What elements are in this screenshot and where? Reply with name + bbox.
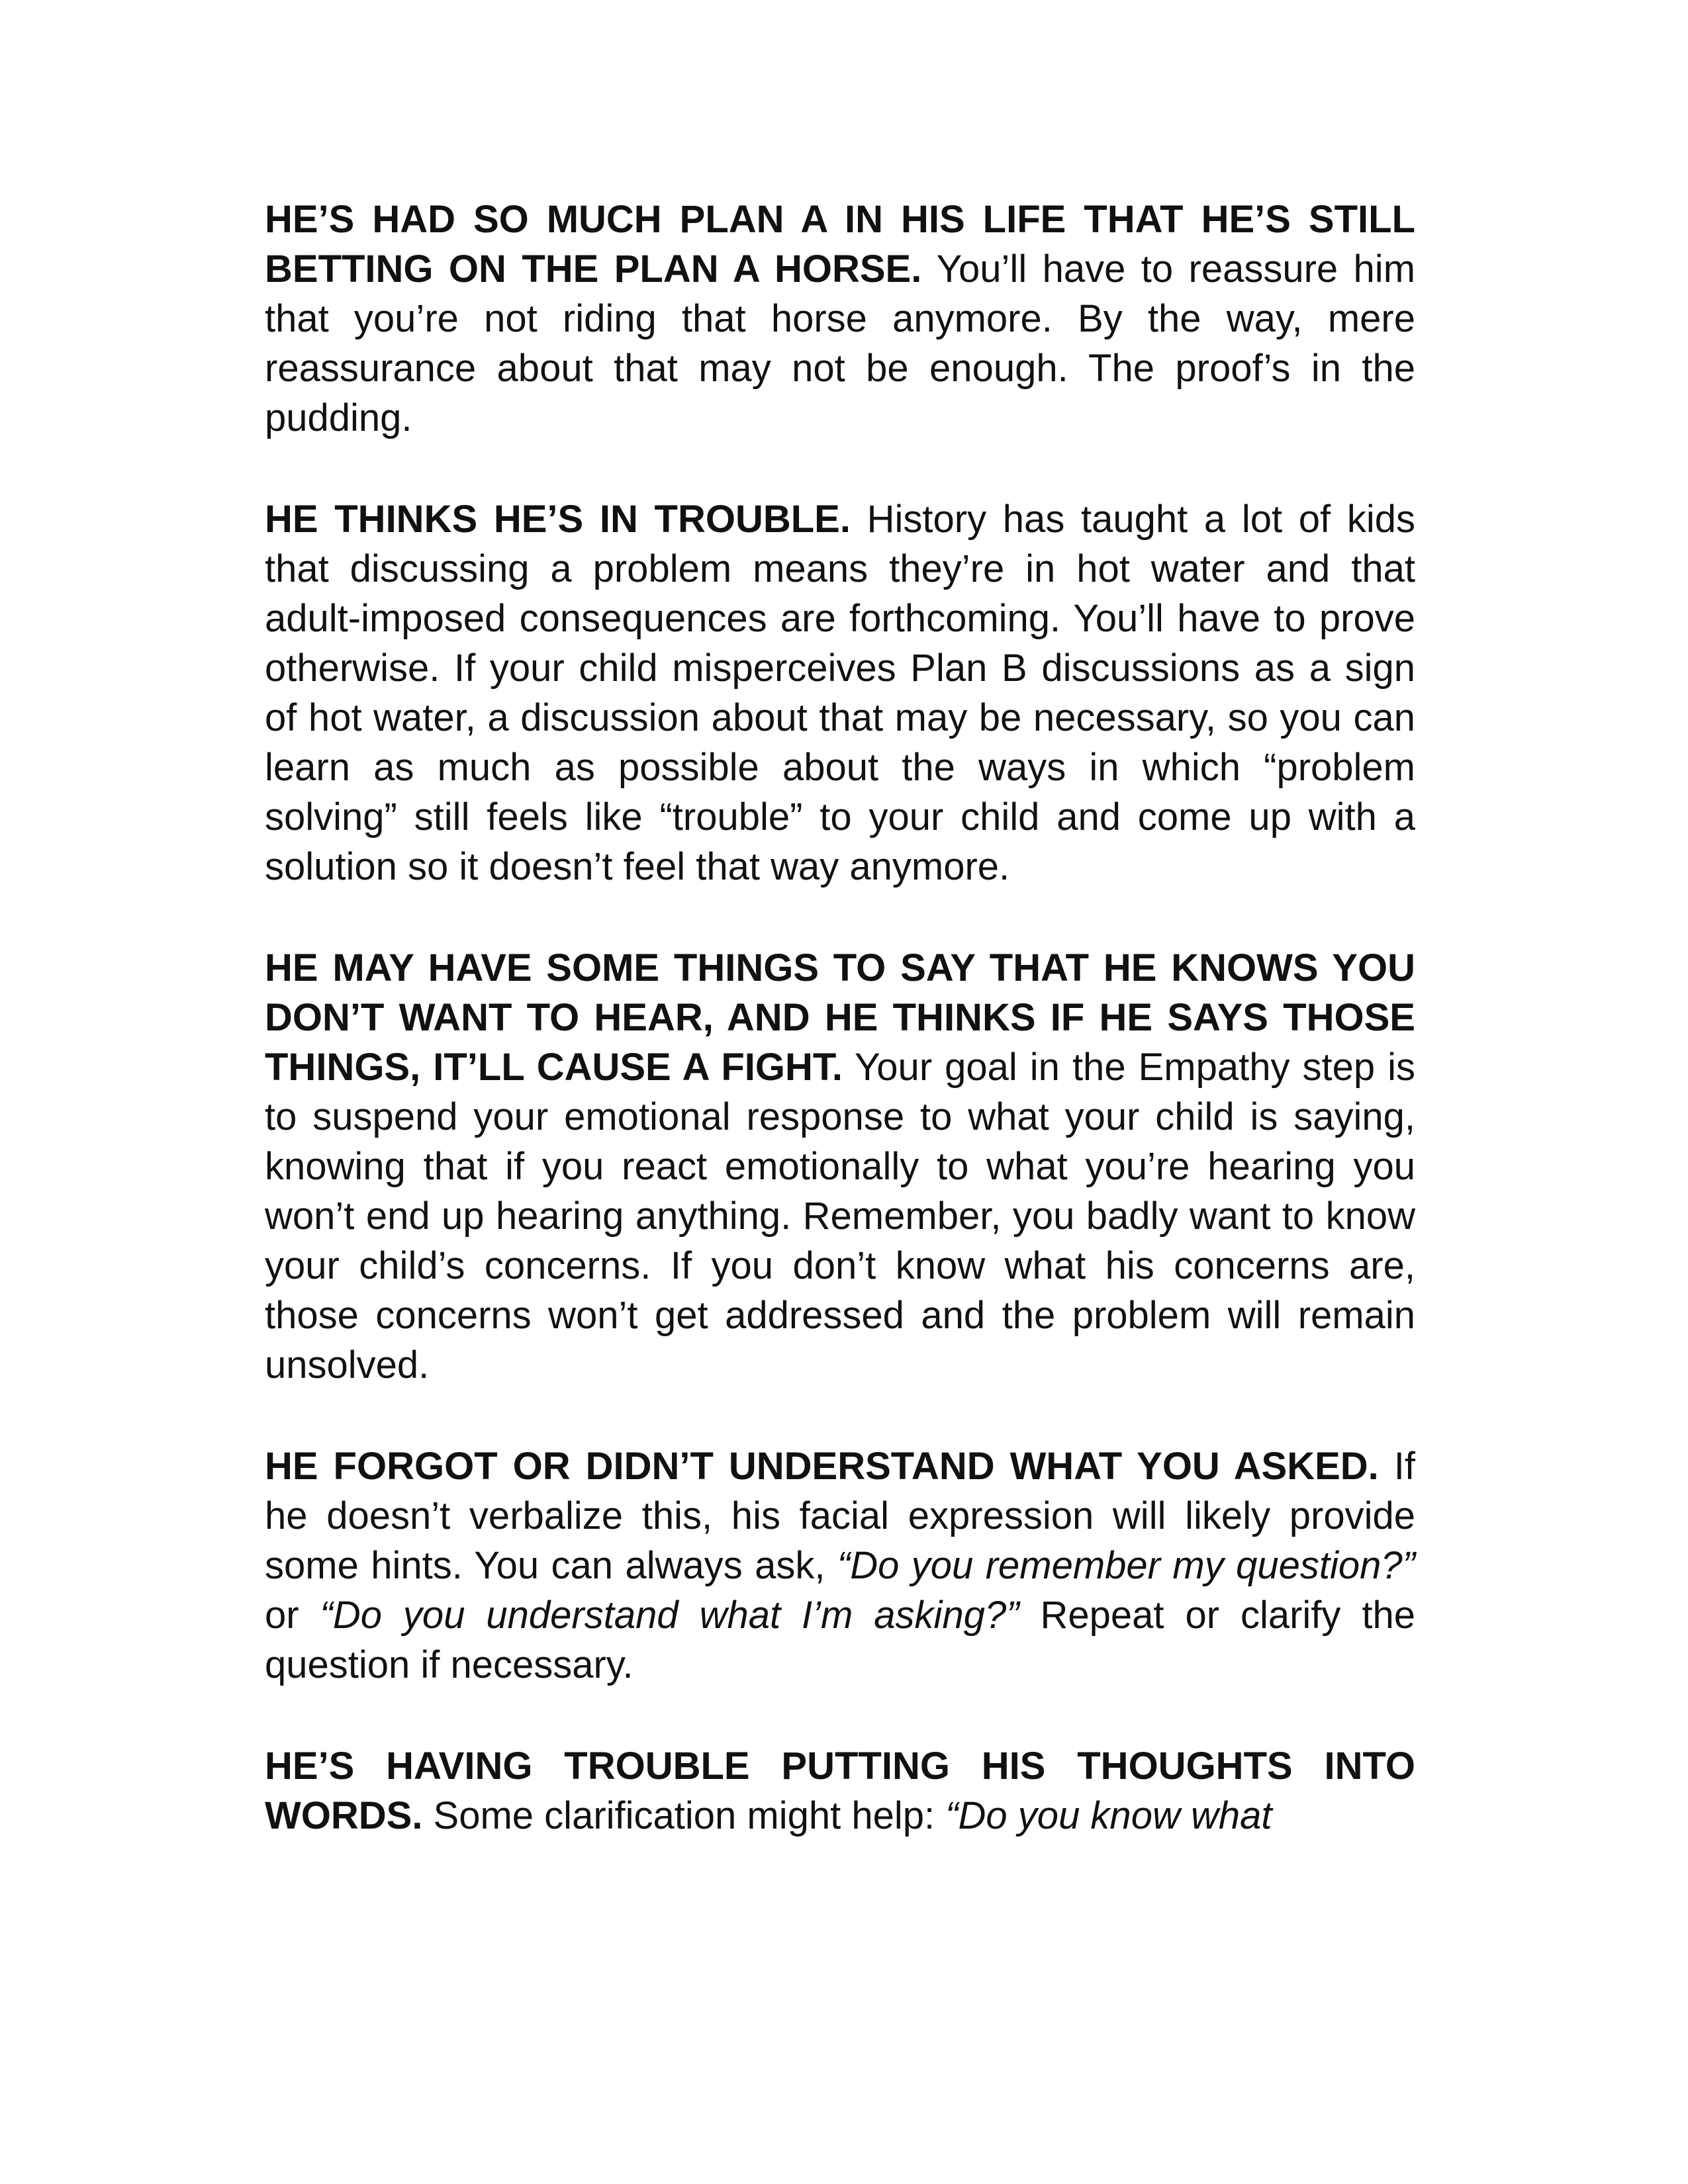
paragraph-body: Your goal in the Empathy step is to suspend your emotional response to what your child is saying, knowing that if you react emotionally to what you’re hearing you won’t end up hearing anything. Remember, you badly want to know your child’s concerns. If you don’t know what his concerns are, those concerns won’t get addressed and the problem will remain unsolved. xyxy=(265,1046,1415,1387)
paragraph-body: History has taught a lot of kids that discussing a problem means they’re in hot water and that adult-imposed consequences are forthcoming. You’ll have to prove otherwise. If your child misperceives Plan B discussions as a sign of hot water, a discussion about that may be necessary, so you can learn as much as possible about the ways in which “problem solving” still feels like “trouble” to your child and come up with a solution so it doesn’t feel that way anymore. xyxy=(265,498,1415,888)
quoted-question: “Do you remember my question?” xyxy=(837,1544,1415,1587)
paragraph-heading: HE MAY HAVE SOME THINGS TO SAY THAT HE KNOWS YOU DON’T WANT TO HEAR, AND HE THINKS IF HE SAYS THOSE THINGS, IT’LL CAUSE A FIGHT. xyxy=(265,946,1415,1089)
paragraph-body: Repeat or clarify the question if necessary. xyxy=(265,1594,1416,1686)
paragraph-body: You’ll have to reassure him that you’re not riding that horse anymore. By the way, mere reassurance about that may not be enough. The proof’s in the pudding. xyxy=(265,248,1416,439)
paragraph-body: Some clarification might help: xyxy=(422,1794,946,1837)
paragraph-heading: HE’S HAD SO MUCH PLAN A IN HIS LIFE THAT HE’S STILL BETTING ON THE PLAN A HORSE. xyxy=(265,198,1415,291)
paragraph-heading: HE’S HAVING TROUBLE PUTTING HIS THOUGHTS INTO WORDS. xyxy=(265,1745,1415,1837)
quoted-question: “Do you understand what I’m asking?” xyxy=(320,1594,1019,1637)
paragraph-body: or xyxy=(265,1594,320,1637)
quoted-question: “Do you know what xyxy=(945,1794,1272,1837)
paragraph-things-to-say xyxy=(265,943,1415,1390)
body-text xyxy=(265,195,1415,1841)
paragraph-forgot-question xyxy=(265,1441,1415,1690)
paragraph-in-trouble xyxy=(265,494,1415,891)
paragraph-heading: HE THINKS HE’S IN TROUBLE. xyxy=(265,498,851,541)
paragraph-plan-a-horse xyxy=(265,195,1415,443)
paragraph-body: If he doesn’t verbalize this, his facial expression will likely provide some hints. You can always ask, xyxy=(265,1445,1416,1587)
paragraph-thoughts-into-words xyxy=(265,1741,1415,1841)
paragraph-heading: HE FORGOT OR DIDN’T UNDERSTAND WHAT YOU ASKED. xyxy=(265,1445,1379,1488)
